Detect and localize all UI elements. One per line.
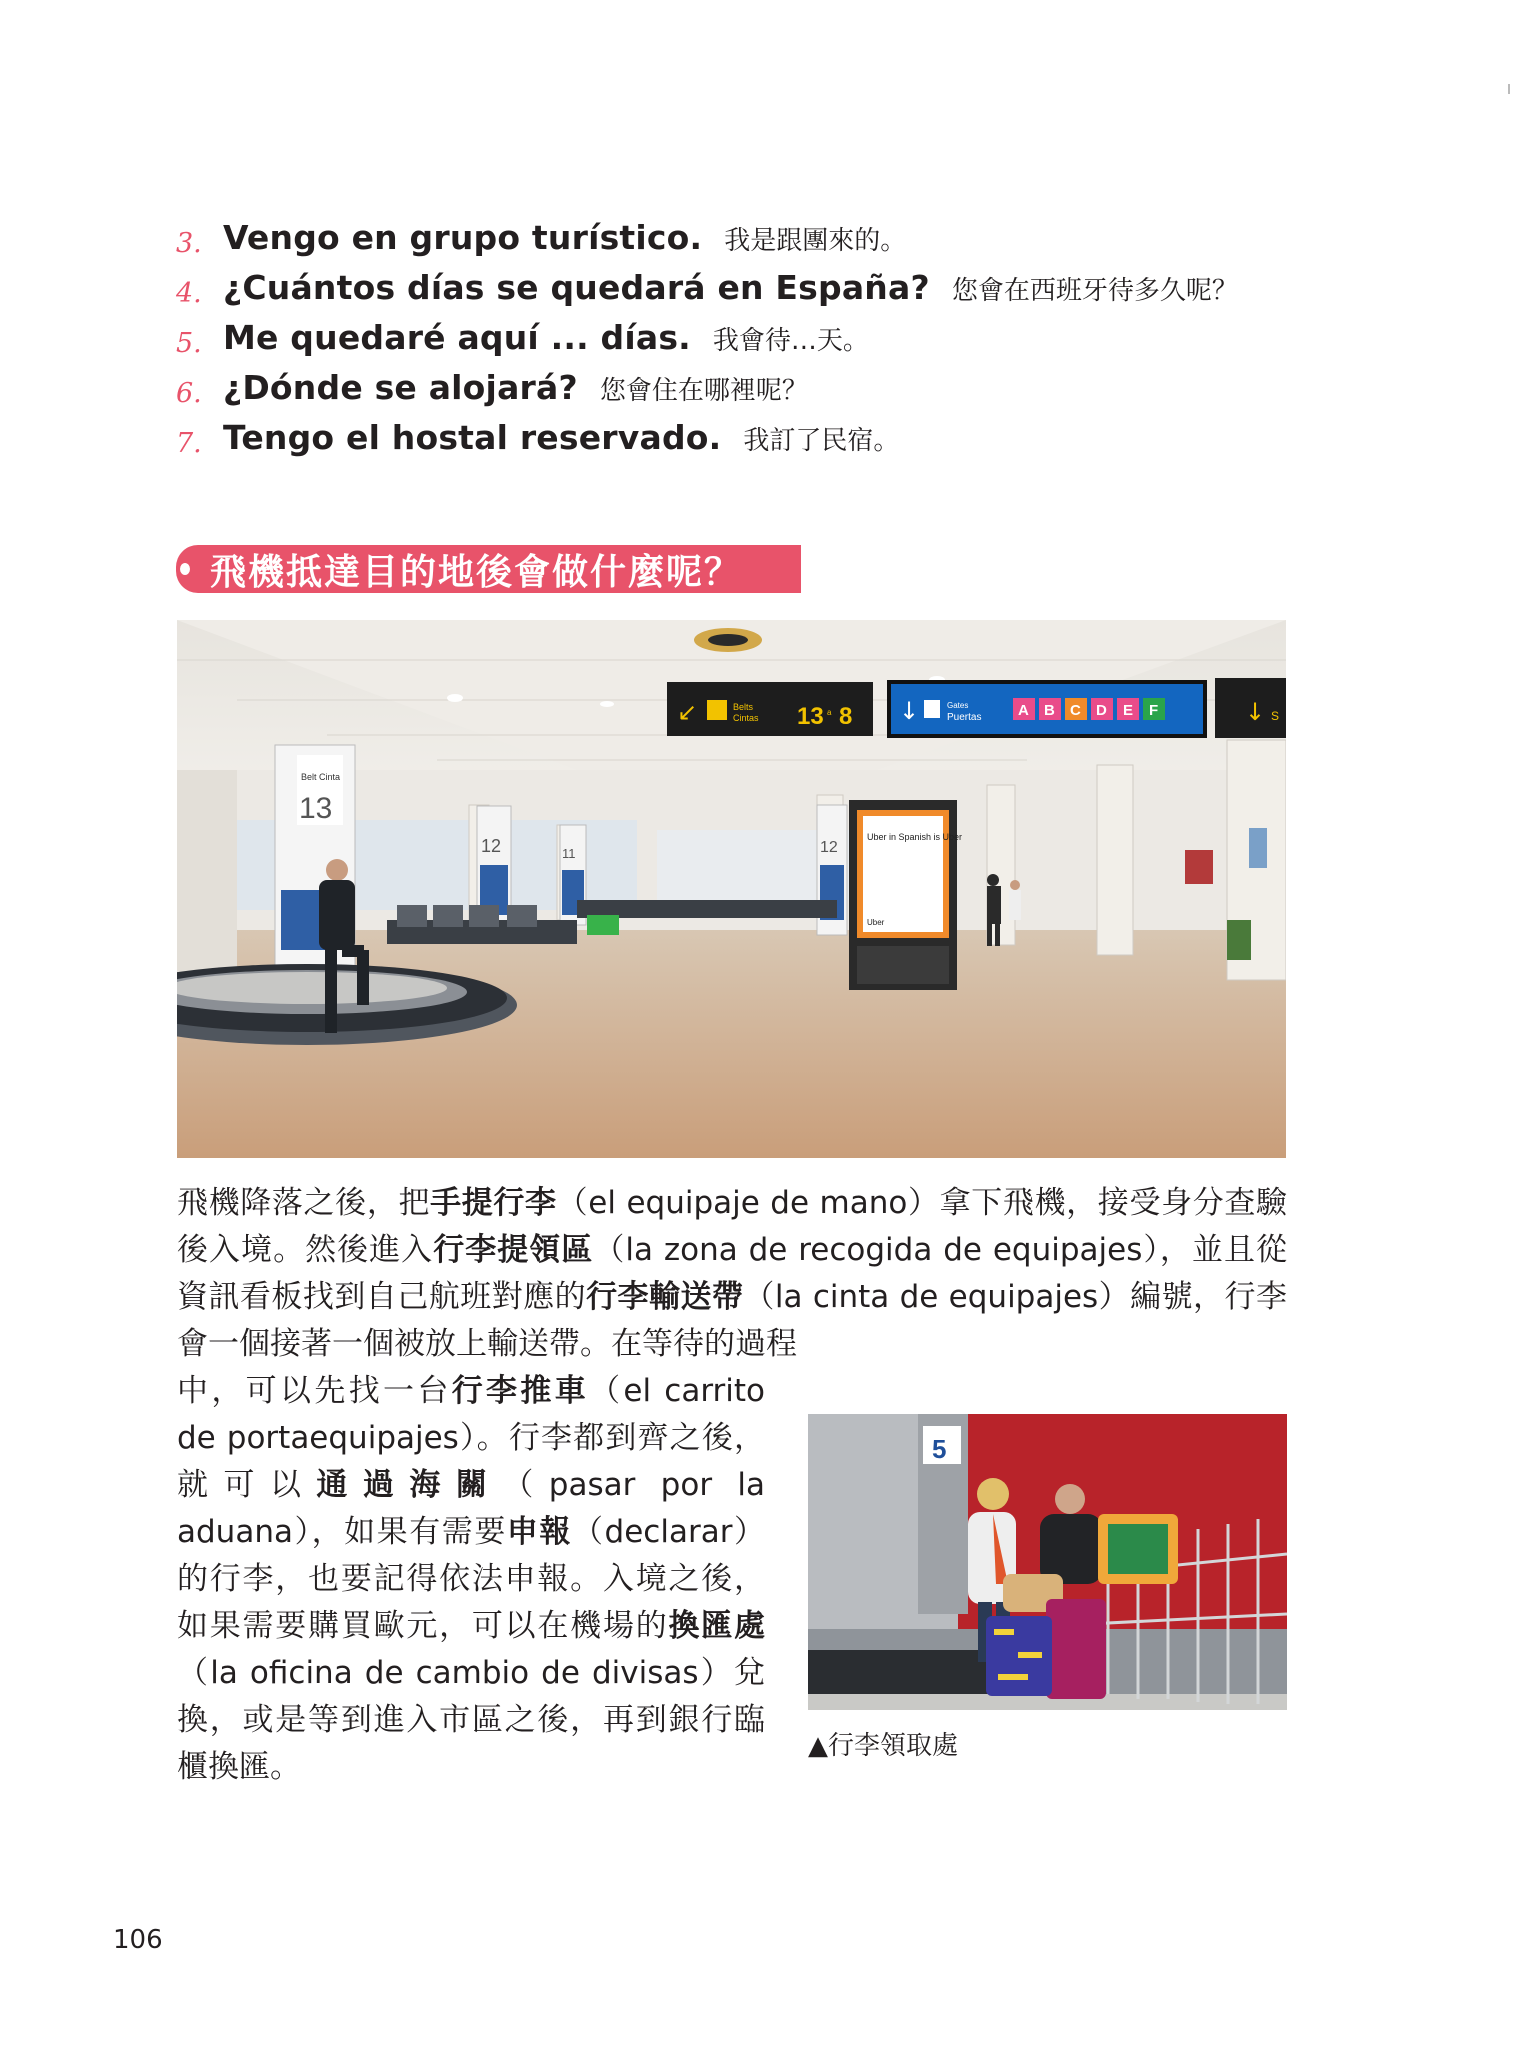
svg-text:13: 13 (797, 703, 824, 730)
body-text-segment: （pasar por la aduana），如果有需要 (177, 1467, 766, 1550)
phrase-spanish: Me quedaré aquí ... días. (223, 318, 691, 357)
phrase-item (176, 418, 1356, 468)
term-pass-customs: 通過海關 (316, 1467, 503, 1503)
svg-text:5: 5 (932, 1434, 947, 1464)
svg-text:↓: ↓ (899, 697, 920, 725)
uber-ad-stand (849, 800, 962, 990)
phrase-number: 6. (176, 378, 202, 409)
term-hand-luggage: 手提行李 (430, 1185, 557, 1221)
svg-text:Uber in Spanish is Uber: Uber in Spanish is Uber (867, 832, 963, 842)
svg-text:↙: ↙ (677, 698, 698, 726)
phrase-spanish: ¿Cuántos días se quedará en España? (223, 268, 930, 307)
term-baggage-belt: 行李輸送帶 (586, 1279, 744, 1315)
phrase-number: 4. (176, 278, 202, 309)
gates-sign (887, 680, 1207, 738)
photo-caption: ▲行李領取處 (808, 1731, 958, 1761)
svg-text:Belt Cinta: Belt Cinta (301, 772, 341, 782)
body-text-segment: （la zona de recogida de equipajes），並且從資訊看板找到自己航班對應的 (177, 1232, 1287, 1315)
page-edge-mark (1508, 84, 1510, 94)
phrase-number: 7. (176, 428, 202, 459)
phrase-spanish: Tengo el hostal reservado. (223, 418, 722, 457)
phrase-spanish: Vengo en grupo turístico. (223, 218, 703, 257)
svg-text:12: 12 (481, 836, 502, 856)
svg-text:8: 8 (839, 703, 853, 730)
body-text-segment: （el carrito de portaequipajes）。行李都到齊之後，就可以 (177, 1373, 766, 1503)
svg-text:12: 12 (820, 839, 838, 856)
phrase-chinese: 您會在西班牙待多久呢？ (951, 276, 1238, 306)
phrase-item (176, 268, 1356, 318)
exit-sign-partial (1215, 678, 1286, 738)
body-text-segment: （la oficina de cambio de divisas）兌換，或是等到進入市區之後，再到銀行臨櫃換匯。 (177, 1655, 765, 1785)
svg-text:Uber: Uber (867, 918, 885, 927)
body-text-segment: （el equipaje de mano）拿下飛機，接受身分查驗後入境。然後進入 (177, 1185, 1287, 1268)
phrase-number: 5. (176, 328, 202, 359)
body-text-segment: 飛機降落之後，把 (177, 1185, 431, 1221)
body-paragraph-narrow (177, 1368, 765, 1791)
phrase-item (176, 368, 1356, 418)
svg-text:↓: ↓ (1245, 698, 1266, 726)
term-baggage-claim-area: 行李提領區 (433, 1232, 594, 1268)
svg-text:13: 13 (299, 792, 333, 825)
page-number: 106 (113, 1925, 163, 1955)
phrase-list (176, 218, 1356, 468)
body-paragraph-full (177, 1180, 1287, 1368)
baggage-claim-illustration (808, 1414, 1287, 1710)
phrase-item (176, 218, 1356, 268)
term-luggage-cart: 行李推車 (451, 1373, 590, 1409)
phrase-number: 3. (176, 228, 202, 259)
phrase-chinese: 我訂了民宿。 (743, 426, 900, 456)
svg-text:B: B (1044, 702, 1055, 719)
belts-sign (667, 682, 873, 736)
body-text-segment: （declarar）的行李，也要記得依法申報。入境之後，如果需要購買歐元，可以在機場的 (177, 1514, 765, 1644)
svg-text:D: D (1096, 702, 1107, 719)
body-text-segment: 中，可以先找一台 (177, 1373, 452, 1409)
heading-bullet-dot (180, 563, 190, 575)
section-heading (176, 544, 801, 594)
svg-text:S: S (1271, 709, 1280, 723)
svg-text:F: F (1149, 702, 1159, 719)
svg-text:C: C (1070, 702, 1081, 719)
baggage-claim-photo (808, 1414, 1287, 1710)
svg-text:Gates: Gates (947, 701, 969, 710)
body-text-segment: （la cinta de equipajes）編號，行李會一個接著一個被放上輸送帶。在等待的過程 (177, 1279, 1287, 1362)
svg-text:A: A (1018, 702, 1029, 719)
baggage-hall-illustration (177, 620, 1286, 1158)
svg-text:11: 11 (562, 846, 576, 861)
term-declare: 申報 (506, 1514, 572, 1550)
phrase-chinese: 我會待…天。 (712, 326, 869, 356)
phrase-chinese: 我是跟團來的。 (724, 226, 907, 256)
section-title: 飛機抵達目的地後會做什麼呢？ (210, 551, 743, 593)
svg-text:a: a (827, 708, 832, 717)
phrase-chinese: 您會住在哪裡呢？ (599, 376, 808, 406)
phrase-spanish: ¿Dónde se alojará? (223, 368, 578, 407)
svg-text:Belts: Belts (733, 702, 754, 712)
baggage-hall-photo (177, 620, 1286, 1158)
svg-text:Puertas: Puertas (947, 712, 982, 723)
section-heading-bar (176, 545, 801, 593)
phrase-item (176, 318, 1356, 368)
term-exchange-office: 換匯處 (668, 1608, 766, 1644)
svg-text:Cintas: Cintas (733, 713, 759, 723)
svg-text:E: E (1123, 702, 1134, 719)
